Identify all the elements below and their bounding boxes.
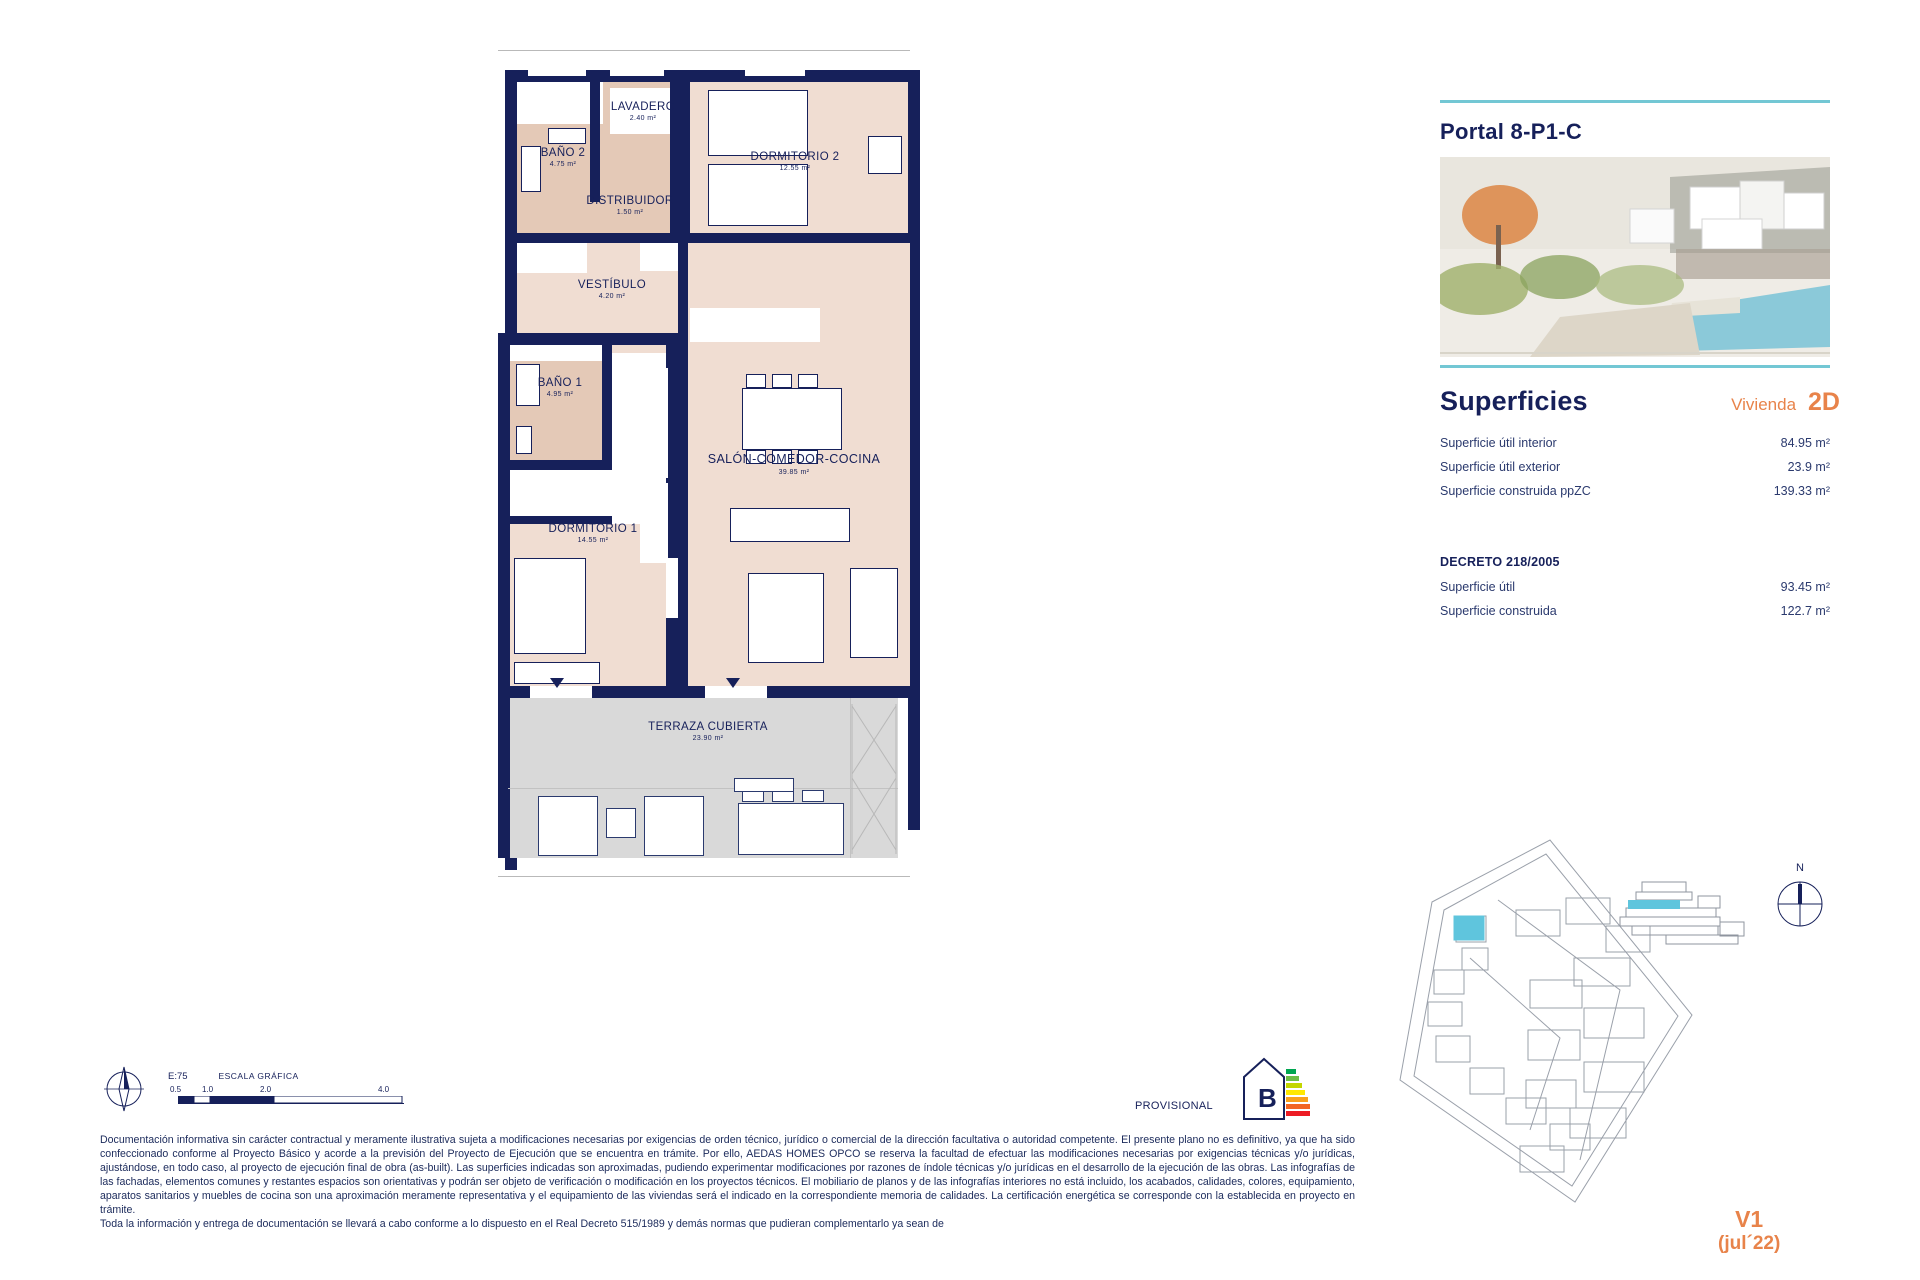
row-label: Superficie construida ppZC — [1440, 484, 1591, 498]
dining-table — [742, 388, 842, 450]
table-row — [1440, 599, 1830, 623]
kitchen-counter — [690, 308, 820, 342]
scale-tick: 2.0 — [260, 1085, 272, 1094]
render-image — [1440, 157, 1830, 357]
row-value: 139.33 m² — [1773, 484, 1830, 498]
vivienda-value: 2D — [1808, 388, 1840, 416]
row-value: 84.95 m² — [1780, 436, 1830, 450]
label-salon: SALÓN-COMEDOR-COCINA 39.85 m² — [707, 452, 881, 476]
label-dormitorio1: DORMITORIO 1 14.55 m² — [548, 523, 638, 545]
scale-tick: 0.5 — [170, 1085, 182, 1094]
row-label: Superficie útil interior — [1440, 436, 1557, 450]
label-vestibulo: VESTÍBULO 4.20 m² — [577, 279, 647, 301]
door-arrow-2 — [726, 678, 742, 690]
terrace-dining-table — [738, 803, 844, 855]
closet-dorm1 — [510, 470, 612, 520]
table-row — [1440, 479, 1830, 503]
bed-dorm1 — [514, 558, 586, 654]
north-label: N — [1796, 862, 1804, 874]
terrace-lounger-2 — [644, 796, 704, 856]
wardrobe-1 — [640, 368, 668, 478]
floor-plan — [490, 28, 1030, 1048]
legal-disclaimer — [100, 1133, 1355, 1232]
svg-text:B: B — [1258, 1083, 1277, 1113]
energy-rating-badge — [1240, 1055, 1310, 1123]
terrace-lounger-1 — [538, 796, 598, 856]
superficies-title: Superficies — [1440, 386, 1588, 416]
info-panel — [1440, 100, 1840, 623]
terrace-bench — [734, 778, 794, 792]
north-indicator — [1768, 862, 1832, 938]
wall-dorm2-bottom — [680, 233, 910, 243]
divider-bottom — [1440, 365, 1830, 368]
provisional-label: PROVISIONAL — [1135, 1100, 1213, 1112]
row-value: 122.7 m² — [1780, 604, 1830, 618]
scale-title: ESCALA GRÁFICA — [218, 1071, 299, 1081]
divider-top — [1440, 100, 1830, 103]
chair-3 — [798, 374, 818, 388]
render-illustration — [1440, 157, 1830, 357]
version-date: (jul´22) — [1718, 1233, 1781, 1254]
window-top-3 — [745, 64, 805, 76]
page-title: Portal 8-P1-C — [1440, 119, 1583, 144]
superficies-list — [1440, 431, 1830, 503]
legal-paragraph-1: Documentación informativa sin carácter contractual y meramente ilustrativa sujeta a modificaciones necesarias por exigencias de orden técnico, jurídico o comercial de la dirección facultativa o autoridad competente. El presente plano no es definitivo, ya que ha sido confeccionado conforme al Proyecto Básico y acorde a la previsión del Proyecto de Ejecución que se encuentra en trámite. Por ello, AEDAS HOMES OPCO se reserva la facultad de efectuar las modificaciones necesarias por exigencias técnicas y/o jurídicas, ajustándose, en todo caso, al proyecto de ejecución final de obra (as-built). Las superficies indicadas son aproximadas, pudiendo experimentar modificaciones por razones de índole técnicas y/o jurídicas en el desarrollo de la ejecución de las obras. Las infografías de las fachadas, elementos comunes y restantes espacios son orientativas y podrán ser objeto de verificación o modificación en los proyectos técnicos. El mobiliario de planos y de las infografías interiores no está incluido, los acabados, calidades, colores, equipamiento, aparatos sanitarios y muebles de cocina son una aproximación meramente representativa y el equipamiento de las viviendas será el indicado en la correspondiente memoria de calidades. La certificación energética se corresponde con la establecida en proyecto en trámite. — [100, 1134, 1355, 1217]
version-label — [1718, 1206, 1780, 1255]
label-bano1: BAÑO 1 4.95 m² — [537, 377, 583, 399]
label-terraza: TERRAZA CUBIERTA 23.90 m² — [648, 721, 768, 743]
toilet-bano1 — [516, 426, 532, 454]
row-label: Superficie útil — [1440, 580, 1516, 594]
bed-dorm2 — [708, 90, 808, 156]
label-distribuidor: DISTRIBUIDOR 1.50 m² — [586, 195, 674, 217]
armchair — [850, 568, 898, 658]
vest-opening-1 — [517, 243, 587, 273]
terrace-line-1 — [508, 788, 898, 789]
sliding-door-salon — [666, 558, 678, 618]
label-dormitorio2: DORMITORIO 2 12.55 m² — [750, 151, 840, 173]
label-bano2: BAÑO 2 4.75 m² — [540, 147, 586, 169]
table-row — [1440, 431, 1830, 455]
plan-dimension-line-top — [498, 50, 910, 51]
vivienda-group — [1731, 388, 1840, 417]
wall-bano1-right — [602, 345, 612, 467]
row-value: 23.9 m² — [1787, 460, 1830, 474]
bano1-top-strip — [510, 345, 610, 361]
vivienda-label: Vivienda — [1731, 395, 1797, 414]
key-plan-drawing — [1612, 878, 1752, 958]
superficies-header — [1440, 386, 1840, 417]
row-label: Superficie construida — [1440, 604, 1557, 618]
terrace-chair-3 — [802, 790, 824, 802]
legal-paragraph-2: Toda la información y entrega de documentación se llevará a cabo conforme a lo dispuesto en el Real Decreto 515/1989 y demás normas que pudieran complementarlo ya sean de — [100, 1218, 944, 1231]
compass-rose-icon — [1770, 874, 1830, 934]
key-plan — [1612, 878, 1752, 958]
wall-bano1-bottom — [510, 460, 612, 470]
row-label: Superficie útil exterior — [1440, 460, 1561, 474]
terrace-sidetable — [606, 808, 636, 838]
window-top-1 — [528, 66, 586, 76]
decreto-block — [1440, 555, 1830, 623]
scale-tick: 4.0 — [378, 1085, 390, 1094]
coffee-table — [748, 573, 824, 663]
version-number: V1 — [1735, 1206, 1764, 1232]
door-arrow-1 — [550, 678, 566, 690]
row-value: 93.45 m² — [1780, 580, 1830, 594]
scale-tick: 1.0 — [202, 1085, 214, 1094]
table-row — [1440, 575, 1830, 599]
decreto-title: DECRETO 218/2005 — [1440, 555, 1560, 569]
chair-1 — [746, 374, 766, 388]
sink-bano2 — [548, 128, 586, 144]
compass-icon — [98, 1063, 150, 1115]
plan-dimension-line — [498, 876, 910, 877]
wall-bano2-bottom — [517, 233, 677, 243]
sofa-main — [730, 508, 850, 542]
table-row — [1440, 455, 1830, 479]
terrace-railing-hatch — [850, 704, 898, 854]
wall-vest-bottom — [508, 333, 678, 345]
scale-bar — [178, 1092, 438, 1101]
label-lavadero: LAVADERO 2.40 m² — [610, 101, 676, 123]
window-top-2 — [610, 66, 664, 76]
wall-terrace-left — [498, 698, 510, 858]
graphic-scale — [168, 1066, 438, 1084]
scale-ratio: E:75 — [168, 1071, 188, 1082]
chair-2 — [772, 374, 792, 388]
